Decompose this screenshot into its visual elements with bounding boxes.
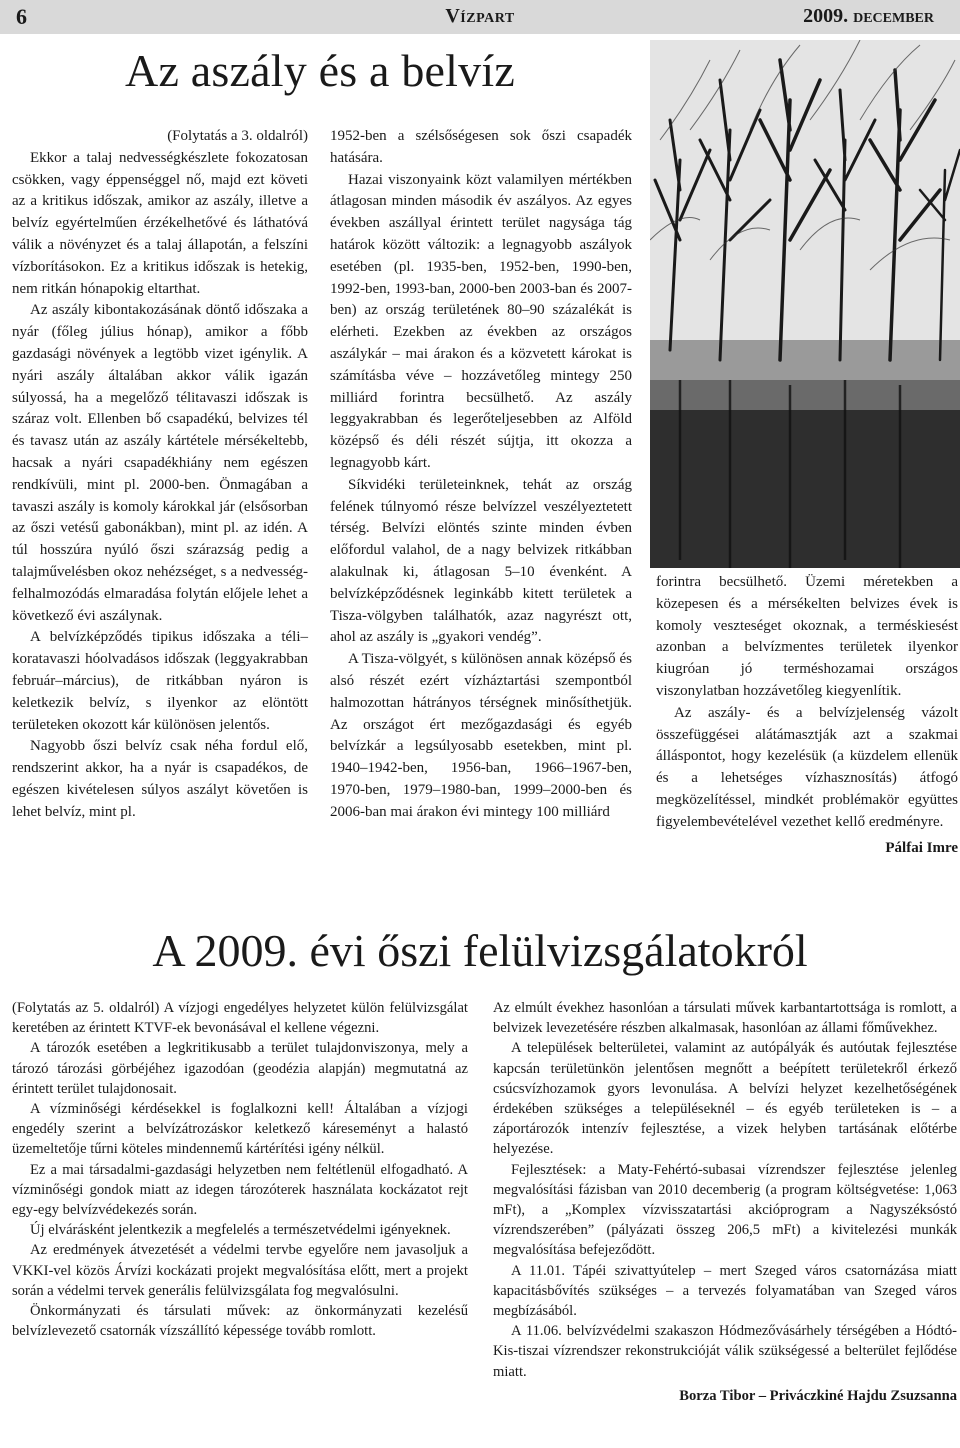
paragraph: Ez a mai társadalmi-gazdasági helyzetben nem feltétlenül elfogadható. A vízminőségi gondok miatt az idegen tározóterek használata kockázatot rejt egy-egy belvízvédekezés során. [12,1161,468,1219]
paragraph: 1952-ben a szélsőségesen sok őszi csapadék hatására. [330,128,632,166]
paragraph: Fejlesztések: a Maty-Fehértó-subasai vízrendszer fejlesztése jelenleg megvalósítási fázisban van 2010 decemberig (a program költségvetése: 1,063 mFt), a „Komplex vízvisszatartási akcióprogram a Nagyszéksóstó vízrendszerében” (pályázati összeg 206,5 mFt) a kivitelezési munkák megvalósítása befejeződött. [493,1161,957,1259]
paragraph: A vízminőségi kérdésekkel is foglalkozni kell! Általában a vízjogi engedély szerint a belvízátrozáskor keletkező káreseményt a halastó üzemeltetője tűrni köteles mindennemű kártérítési igény nélkül. [12,1101,468,1158]
article-title-autumn-review: A 2009. évi őszi felülvizsgálatokról [152,925,808,976]
article2-column-1 [12,998,468,1341]
paragraph: Hazai viszonyaink közt valamilyen mértékben átlagosan minden második év aszályos. Az egyes években aszállyal érintett terület nagysága tág határok között változik: a legnagyobb aszályok esetében (pl. 1935-ben, 1952-ben, 1990-ben, 1992-ben, 1993-ban, 2000-ben 2003-ban és 2007-ben) az ország területének 80–90 százalékát is elérheti. Ezekben az években az országos aszálykár – mai árakon és a közvetett károkat is számításba véve – hozzávetőleg mintegy 250 milliárd forintra becsülhető. Az aszály leggyakrabban és legerőteljesebben az Alföld középső és déli részét sújtja, itt okozza a legnagyobb kárt. [330,171,632,471]
continuation-note: (Folytatás az 5. oldalról) [12,1000,160,1016]
authors-signature: Borza Tibor – Priváczkiné Hajdu Zsuzsanna [679,1387,957,1404]
paragraph: forintra becsülhető. Üzemi méretekben a közepesen és a mérsékelten belvizes évek is komoly veszteséget okoznak, a terméskiesést azonban a belvízmentes területek ilyenkor kiugróan jó terméshozamai országos viszonylatban hozzávetőleg kiegyenlítik. [656,574,958,699]
flooded-trees-photo [650,40,960,568]
paragraph: A települések belterületei, valamint az autópályák és autóutak fejlesztése kapcsán területünkön jelentősen megnőtt a beépített területekről érkező csúcsvízhozamok gyors levonulása. A belvízi helyzet kezelhetőségének érdekében szükséges a településeknél – és egyéb területeken is – a záportározók intenzív fejlesztése, a vizek helyben tartásának előtérbe helyezése. [493,1040,957,1158]
paragraph: Az aszály- és a belvízjelenség vázolt összefüggései alátámasztják azt a szakmai álláspontot, hogy kezelésük (a küzdelem ellenük és a lehetséges vízhasznosítás) átfogó megközelítéssel, mindkét problémakör együttes figyelembevételével vezethet kellő eredményre. [656,704,958,830]
paragraph: A belvízképződés tipikus időszaka a téli–koratavaszi hóolvadásos időszak (leggyakrabban február–március), de ritkábban nyáron is keletkezik belvíz, s ilyenkor az elöntött területeken okozott kár különösen jelentős. [12,629,308,733]
paragraph: A 11.06. belvízvédelmi szakaszon Hódmezővásárhely térségében a Hódtó-Kis-tiszai vízrendszer rekonstrukcióját válik szükségessé a belterület fejlődése miatt. [493,1323,957,1380]
winter-trees-flood-photo-icon [650,40,960,568]
paragraph: Az eredmények átvezetését a védelmi tervbe egyelőre nem javasoljuk a VKKI-vel közös Árvízi kockázati projekt megvalósítása előtt, mert a projekt során a védelmi tervek generális felülvizsgálata fog megvalósulni. [12,1242,468,1299]
paragraph-text: A vízjogi engedélyes helyzetet külön felülvizsgálat keretében az érintett KTVF-ek bevonásával el kellene végezni. [12,1000,468,1037]
issue-date: 2009. december [803,5,934,27]
article1-column-3 [656,572,958,859]
paragraph: Nagyobb őszi belvíz csak néha fordul elő, rendszerint akkor, ha a nyár is csapadékos, de egészen kivételesen súlyos aszályt követően is lehet belvíz, mint pl. [12,738,308,820]
page-number: 6 [16,4,27,29]
page-header [0,0,960,34]
article2-column-2 [493,998,957,1406]
continuation-note: (Folytatás a 3. oldalról) [167,128,308,144]
paragraph: Síkvidéki területeinknek, tehát az ország felének túlnyomó része belvízzel veszélyeztetett térség. Belvízi elöntés szinte minden évben előfordul valahol, de a nagy belvizek ritkábban alakulnak ki, átlagosan 5–10 évenként. A belvízképződésnek leginkább kitett területek a Tisza-völgyben találhatók, azaz nagyrészt ott, ahol az aszály is „gyakori vendég”. [330,476,632,646]
article-title-drought: Az aszály és a belvíz [125,45,515,96]
paragraph: Az elmúlt évekhez hasonlóan a társulati művek karbantartottsága is romlott, a belvizek levezetésére részben alkalmasak, hasonlóan az állami főművekhez. [493,1000,957,1037]
paragraph: A Tisza-völgyét, s különösen annak középső és alsó részét ezért vízháztartási szempontból halmozottan hátrányos térségnek minősíthetjük. Az országot ért mezőgazdasági és egyéb belvízkár a legsúlyosabb esetekben, mint pl. 1940–1942-ben, 1956-ban, 1966–1967-ben, 1970-ben, 1979–1980-ban, 1999–2000-ben és 2006-ban mai árakon évi mintegy 100 milliárd [330,651,632,820]
paragraph: Önkormányzati és társulati művek: az önkormányzati kezelésű belvízlevezető csatornák vízszállító képessége tovább romlott. [12,1303,468,1340]
paragraph: A 11.01. Tápéi szivattyútelep – mert Szeged város csatornázása miatt kapacitásbővítés szükséges – a tervezés folyamatában van Szeged város megbízásából. [493,1262,957,1320]
article1-column-1 [12,126,308,824]
author-signature: Pálfai Imre [885,839,958,856]
publication-name: Vízpart [445,5,515,27]
paragraph: Ekkor a talaj nedvességkészlete fokozatosan csökken, vagy éppenséggel nő, majd ezt követi az a kritikus időszak, amikor az aszály, illetve a belvíz egyértelműen érzékelhetővé és láthatóvá válik a növényzet és a talaj állapotán, a felszíni vízborításokon. Ez a kritikus időszak is hetekig, nem ritkán hónapokig eltarthat. [12,149,308,297]
paragraph: Új elvárásként jelentkezik a megfelelés a természetvédelmi igényeknek. [30,1222,451,1239]
paragraph: Az aszály kibontakozásának döntő időszaka a nyár (főleg július hónap), amikor a főbb gazdasági növények a legtöbb vizet igénylik. A nyári aszály általában akkor válik igazán súlyossá, ha a megelőző télitavaszi időszak is száraz volt. Ellenben bő csapadékú, belvizes tél és tavasz után az aszály kártétele mérsékeltebb, hacsak a nyári csapadékhiány nem egészen rendkívüli, mint pl. 2000-ben. Önmagában a tavaszi aszály is komoly károkkal jár (elsősorban az őszi vetésű gabonákban), mint pl. az idén. A túl hosszúra nyúló őszi szárazság pedig a talajművelésben okoz nehézséget, s a nedvesség-felhalmozódás elmaradása folytán előjele lehet a következő évi aszálynak. [12,302,308,624]
paragraph: A tározók esetében a legkritikusabb a terület tulajdonviszonya, mely a tározó tározási görbéjéhez igazodóan (geodézia alapján) megmutatná az érintett terület tulajdonosait. [12,1040,468,1097]
paragraph [12,998,468,1038]
article1-column-2 [330,126,632,824]
